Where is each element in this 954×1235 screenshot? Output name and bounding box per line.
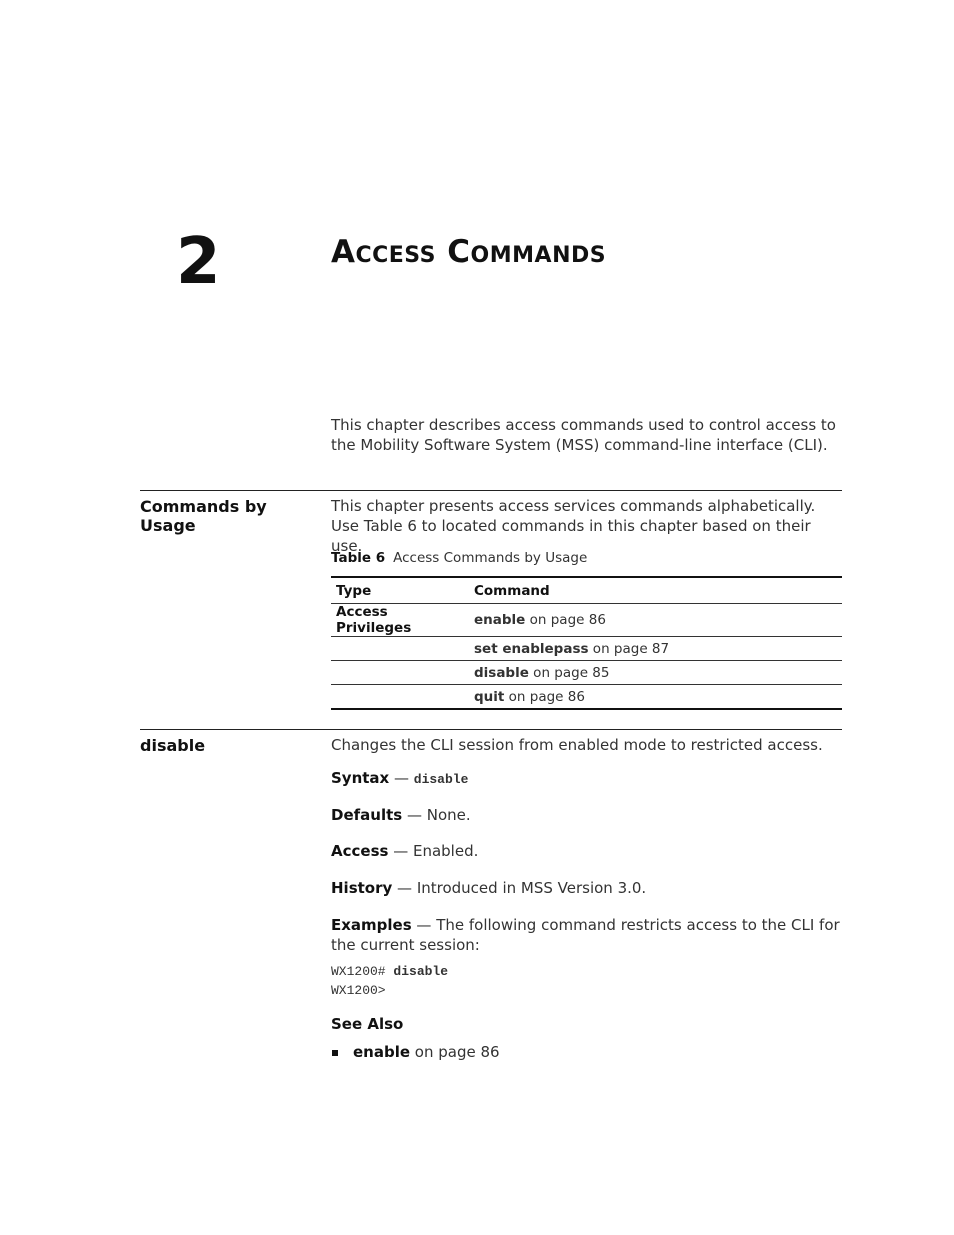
history-line [331, 878, 842, 898]
code-line-2: WX1200> [331, 983, 386, 998]
see-also-item [353, 1042, 500, 1062]
defaults-line [331, 805, 842, 825]
access-value: Enabled. [412, 842, 479, 860]
code-line-1 [331, 962, 448, 981]
table-row [331, 637, 842, 661]
page-ref: on page 85 [528, 664, 610, 681]
chapter-title: Access Commands [331, 234, 607, 270]
table-row [331, 685, 842, 710]
command-link[interactable]: enable [474, 612, 526, 628]
access-line [331, 841, 842, 861]
access-commands-table [331, 576, 842, 710]
code-example [331, 962, 448, 1000]
column-header-command: Command [469, 577, 842, 604]
code-prompt: WX1200# [331, 964, 394, 979]
row-type [331, 685, 469, 710]
row-command [469, 637, 842, 661]
defaults-value: None. [426, 806, 471, 824]
examples-label: Examples [331, 916, 412, 934]
history-value: Introduced in MSS Version 3.0. [416, 879, 647, 897]
syntax-line [331, 768, 842, 790]
row-type: Access Privileges [331, 604, 469, 637]
examples-value: The following command restricts access to the CLI for the current session: [331, 916, 840, 954]
em-dash: — [392, 879, 417, 897]
em-dash: — [389, 769, 414, 787]
section-heading-disable: disable [140, 736, 206, 755]
see-also-ref: on page 86 [410, 1043, 500, 1061]
table-row [331, 661, 842, 685]
section-rule-disable [140, 729, 842, 730]
table-label: Table 6 [331, 550, 386, 566]
table-header-row [331, 577, 842, 604]
page-ref: on page 86 [504, 688, 585, 705]
section-heading-usage: Commands by Usage [140, 497, 267, 535]
page-ref: on page 86 [525, 612, 606, 628]
disable-description: Changes the CLI session from enabled mode to restricted access. [331, 736, 823, 754]
examples-line [331, 915, 842, 955]
em-dash: — [388, 842, 413, 860]
access-label: Access [331, 842, 389, 860]
row-command [469, 661, 842, 685]
table-row [331, 604, 842, 637]
page-ref: on page 87 [588, 640, 670, 657]
usage-intro: This chapter presents access services commands alphabetically. Use Table 6 to located commands in this chapter based on their use. [331, 497, 816, 555]
row-command [469, 604, 842, 637]
section-rule-usage [140, 490, 842, 491]
defaults-label: Defaults [331, 806, 403, 824]
command-link[interactable]: set enablepass [474, 640, 589, 657]
chapter-number: 2 [176, 225, 221, 299]
see-also-link[interactable]: enable [353, 1043, 411, 1061]
row-command [469, 685, 842, 710]
syntax-value: disable [413, 772, 469, 787]
table-caption [331, 550, 587, 566]
bullet-marker [332, 1050, 338, 1056]
syntax-label: Syntax [331, 769, 390, 787]
row-type [331, 637, 469, 661]
command-link[interactable]: quit [474, 688, 505, 705]
em-dash: — [402, 806, 427, 824]
chapter-intro: This chapter describes access commands used to control access to the Mobility Software System (MSS) command-line interface (CLI). [331, 416, 836, 454]
row-type [331, 661, 469, 685]
column-header-type: Type [331, 577, 469, 604]
command-link[interactable]: disable [474, 664, 529, 681]
see-also-heading: See Also [331, 1015, 404, 1033]
table-title: Access Commands by Usage [393, 550, 588, 566]
history-label: History [331, 879, 393, 897]
code-command: disable [393, 964, 449, 979]
em-dash: — [411, 916, 437, 934]
